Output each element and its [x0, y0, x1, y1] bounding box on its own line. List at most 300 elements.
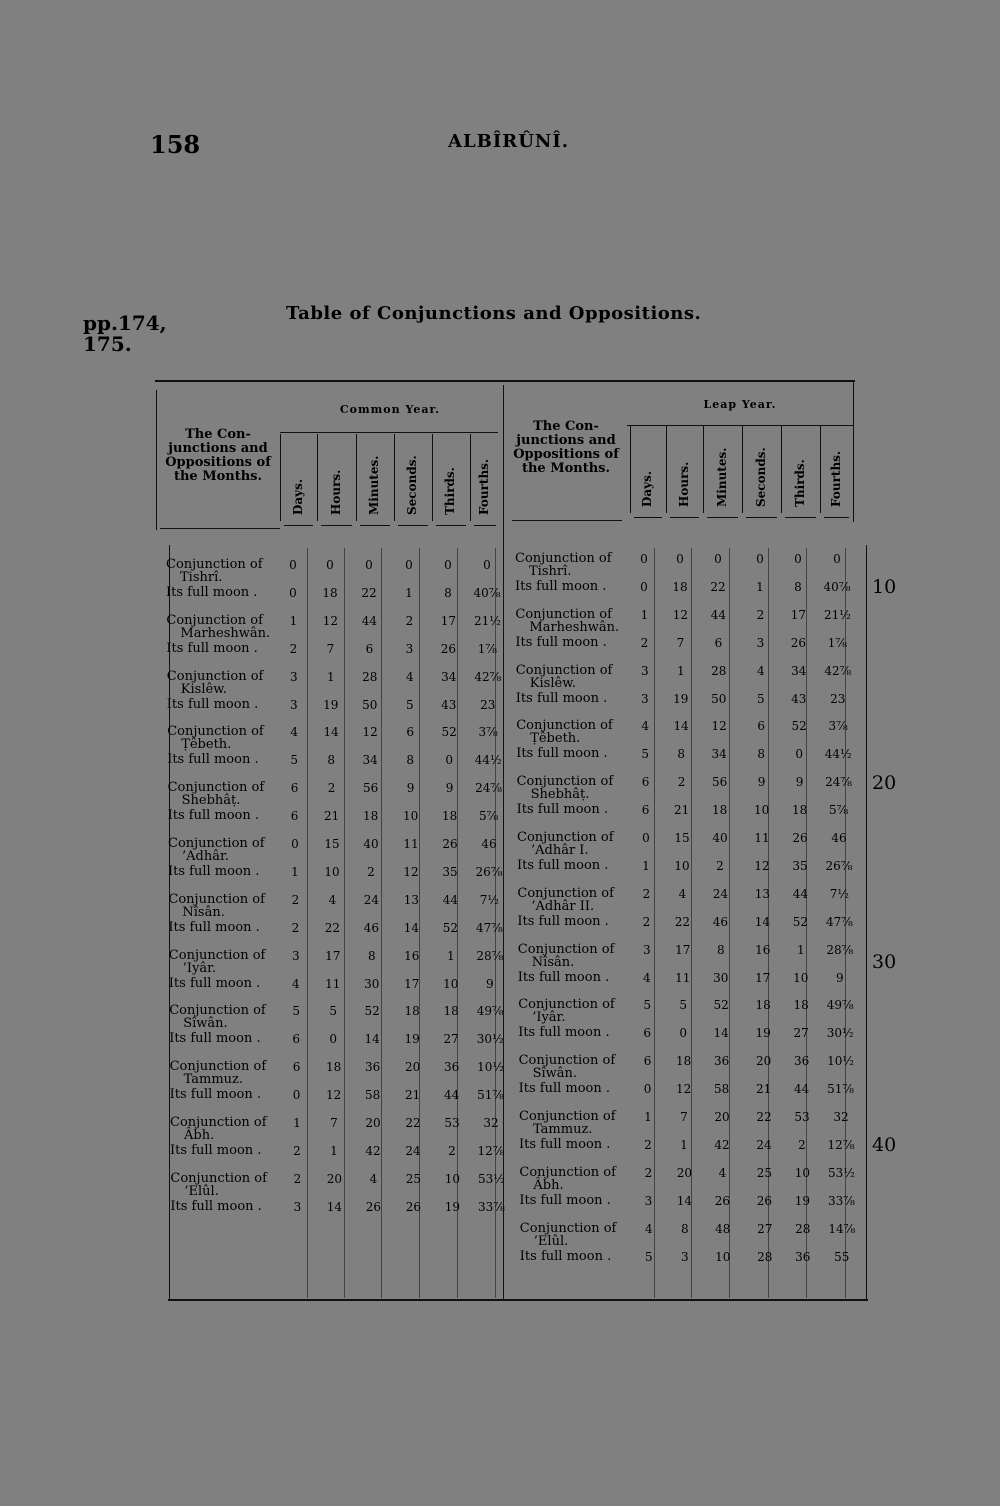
common-cell: 20	[365, 1116, 381, 1130]
common-cell: 13	[403, 892, 420, 907]
leap-row-label-text: Its full moon .	[516, 802, 609, 818]
leap-row-label	[519, 1166, 616, 1192]
leap-cell: 22	[710, 580, 726, 594]
leap-row-month-name: Tishrî.	[529, 564, 572, 579]
leap-cell: 20	[755, 1054, 772, 1069]
margin-reference	[83, 313, 167, 355]
common-cell: 10½	[477, 1060, 505, 1075]
common-cell: 44	[442, 892, 459, 907]
leap-col-header: Thirds.	[792, 459, 807, 507]
leap-cell: 23	[830, 691, 846, 706]
common-row-label-text: Conjunction of	[166, 557, 263, 572]
leap-cell: 47⅞	[825, 914, 853, 929]
leap-row-label-text: Its full moon .	[518, 1081, 611, 1097]
leap-year-heading: Leap Year.	[703, 398, 777, 411]
leap-cell: 3	[756, 635, 765, 650]
leap-cell: 36	[795, 1249, 811, 1264]
leap-col-rule	[634, 517, 662, 518]
leap-col-header: Fourths.	[828, 450, 843, 507]
common-cell: 4	[290, 725, 298, 740]
common-row-label-text: Its full moon .	[170, 1143, 262, 1158]
leap-cell: 11	[675, 970, 691, 985]
common-row-month-name: Tishrî.	[180, 570, 223, 585]
common-cell: 0	[405, 558, 413, 572]
common-cell: 0	[445, 753, 453, 768]
leap-cell: 44	[710, 607, 727, 622]
leap-cell: 6	[643, 1054, 652, 1069]
leap-cell: 8	[757, 747, 765, 762]
common-row-month-name: Ṭêbeth.	[181, 737, 232, 753]
common-col-rule	[398, 525, 428, 526]
leap-cell: 44½	[824, 747, 852, 762]
common-row-label-text: Conjunction of	[170, 1115, 267, 1130]
leap-cell: 3	[680, 1249, 689, 1264]
common-cell: 7	[326, 641, 335, 656]
leap-cell: 7	[680, 1110, 688, 1124]
leap-row-month-name: ’Iyâr.	[532, 1010, 566, 1026]
leap-cell: 12	[675, 1082, 692, 1097]
leap-cell: 0	[714, 552, 722, 566]
common-group-rule	[280, 432, 498, 433]
leap-cell: 18	[711, 803, 728, 818]
leap-cell: 32	[833, 1110, 849, 1124]
common-cell: 24	[405, 1144, 421, 1158]
common-cell: 52	[442, 920, 459, 935]
leap-cell: 3	[640, 691, 649, 706]
leap-col-header: Minutes.	[714, 447, 729, 507]
common-cell: 46	[363, 920, 380, 935]
common-cell: 8	[327, 753, 335, 768]
common-row-label	[168, 809, 259, 822]
common-cell: 58	[364, 1088, 381, 1103]
leap-cell: 48	[715, 1221, 731, 1236]
common-cell: 12⅞	[477, 1144, 505, 1158]
common-row-label	[169, 1032, 260, 1045]
leap-cell: 18	[793, 998, 809, 1013]
common-cell: 28⅞	[476, 948, 504, 963]
common-cell: 30	[364, 976, 380, 991]
leap-cell: 1	[676, 663, 685, 678]
leap-row-label	[519, 1110, 616, 1136]
common-row-label-text: Its full moon .	[166, 585, 258, 600]
leap-cell: 9	[795, 775, 804, 790]
leap-cell: 26	[714, 1193, 731, 1208]
leap-cell: 0	[643, 1082, 652, 1097]
leap-cell: 36	[713, 1054, 730, 1069]
leap-cell: 5	[756, 691, 765, 706]
leap-row-label	[517, 775, 614, 801]
common-cell: 10	[444, 1171, 461, 1186]
leap-row-label-text: Its full moon .	[519, 1192, 611, 1208]
common-row-label	[167, 725, 264, 751]
common-cell: 53	[444, 1116, 460, 1130]
common-cell: 5	[290, 753, 298, 768]
leap-cell: 3	[644, 1193, 653, 1208]
leap-cell: 4	[756, 663, 765, 678]
common-cell: 26	[405, 1199, 422, 1214]
common-cell: 42⅞	[474, 669, 502, 684]
common-cell: 2	[291, 892, 300, 907]
common-col-header: Minutes.	[367, 455, 381, 515]
margin-ref-line-2: 175.	[83, 332, 132, 356]
common-row-label	[170, 1088, 261, 1101]
leap-cell: 10	[753, 803, 770, 818]
leap-cell: 20	[714, 1110, 730, 1124]
common-cell: 1	[405, 586, 413, 600]
common-row-label	[169, 977, 260, 990]
leap-cell: 18	[755, 998, 771, 1013]
leap-cell: 1	[756, 580, 764, 594]
common-row-label	[167, 670, 264, 696]
common-year-heading: Common Year.	[339, 403, 441, 416]
common-row-label	[170, 1172, 267, 1198]
leap-row-label	[515, 636, 606, 649]
leap-cell: 14	[713, 1026, 729, 1041]
leap-cell: 19	[673, 691, 689, 706]
leap-cell: 14	[754, 914, 771, 929]
common-cell: 40⅞	[473, 586, 501, 600]
leap-cell: 4	[642, 970, 651, 985]
leap-col-divider	[703, 426, 704, 513]
common-cell: 26	[365, 1199, 382, 1214]
common-cell: 44½	[474, 753, 502, 768]
common-cell: 12	[325, 1088, 342, 1103]
common-cell: 6	[292, 1032, 300, 1047]
common-row-month-name: Âbh.	[184, 1128, 215, 1143]
common-cell: 6	[292, 1060, 301, 1075]
common-cell: 4	[328, 892, 337, 907]
leap-cell: 3	[640, 663, 649, 678]
leap-cell: 8	[680, 1221, 689, 1236]
leap-cell: 17	[675, 942, 691, 957]
common-cell: 32	[483, 1116, 499, 1130]
leap-cell: 2	[716, 859, 724, 873]
common-cell: 52	[364, 1004, 380, 1019]
common-row-label-text: Conjunction of	[167, 780, 265, 796]
leap-col-divider	[781, 426, 782, 513]
leap-row-label-text: Conjunction of	[518, 997, 615, 1013]
leap-cell: 14⅞	[828, 1221, 856, 1236]
leap-cell: 16	[755, 942, 771, 957]
leap-cell: 35	[792, 859, 808, 873]
leap-cell: 10½	[827, 1054, 855, 1069]
leap-cell: 28	[711, 663, 727, 678]
common-cell: 12	[322, 613, 339, 628]
leap-cell: 34	[711, 747, 727, 762]
leap-cell: 46	[712, 914, 729, 929]
common-col-divider	[356, 434, 357, 521]
header-rule-right	[512, 520, 622, 521]
leap-row-month-name: Kislêw.	[529, 675, 576, 691]
leap-row-label	[519, 1194, 610, 1207]
common-cell: 14	[364, 1032, 380, 1047]
common-cell: 6	[365, 641, 374, 656]
common-cell: 34	[441, 669, 457, 684]
leap-row-label	[519, 1054, 616, 1080]
common-cell: 9	[485, 976, 494, 991]
leap-cell: 2	[642, 886, 651, 901]
common-cell: 53½	[477, 1171, 505, 1186]
leap-cell: 8	[794, 580, 802, 594]
leap-cell: 18	[791, 803, 808, 818]
common-col-header: Days.	[290, 478, 305, 515]
leap-cell: 0	[642, 831, 650, 845]
leap-cell: 2	[644, 1165, 653, 1180]
common-cell: 26	[442, 837, 458, 851]
common-row-label	[170, 1144, 261, 1157]
common-cell: 6	[290, 781, 299, 796]
common-cell: 1	[293, 1116, 301, 1130]
leap-cell: 22	[674, 914, 691, 929]
leap-row-label	[515, 552, 612, 578]
common-row-month-name: Sîwân.	[183, 1016, 228, 1032]
leap-cell: 5	[641, 747, 649, 762]
common-cell: 15	[324, 837, 340, 851]
line-number-30: 30	[872, 951, 897, 973]
leap-cell: 53	[794, 1110, 810, 1124]
common-cell: 30½	[476, 1032, 504, 1047]
leap-cell: 28	[757, 1249, 773, 1264]
leap-cell: 55	[834, 1249, 850, 1264]
common-cell: 3	[289, 697, 298, 712]
common-cell: 21	[323, 809, 340, 824]
leap-row-label	[518, 998, 615, 1024]
common-row-month-name: ’Iyâr.	[182, 960, 217, 976]
leap-row-label-text: Conjunction of	[519, 1109, 616, 1124]
leap-cell: 27	[757, 1221, 773, 1236]
leap-row-label	[518, 1026, 609, 1039]
leap-col-header: Days.	[640, 470, 654, 507]
common-col-header: Thirds.	[443, 467, 457, 515]
leap-row-label	[516, 719, 613, 745]
leap-cell: 24⅞	[825, 775, 853, 790]
common-col-header: Hours.	[328, 469, 343, 515]
leap-row-label	[516, 747, 607, 760]
common-cell: 44	[443, 1088, 460, 1103]
leap-cell: 44	[792, 886, 809, 901]
common-cell: 1	[326, 669, 335, 684]
common-row-month-name: ’Adhâr.	[182, 849, 229, 864]
common-cell: 3	[405, 641, 414, 656]
common-cell: 18	[325, 1060, 342, 1075]
leap-col-rule	[824, 517, 849, 518]
leap-cell: 12	[672, 607, 689, 622]
leap-cell: 18	[672, 580, 688, 594]
leap-cell: 10	[674, 859, 690, 873]
common-cell: 43	[441, 697, 457, 712]
common-col-rule	[474, 525, 496, 526]
leap-cell: 21	[673, 803, 690, 818]
common-cell: 16	[404, 948, 420, 963]
common-cell: 5	[292, 1004, 300, 1019]
common-cell: 50	[362, 697, 378, 712]
common-cell: 0	[291, 837, 299, 851]
common-cell: 18	[441, 809, 458, 824]
leap-row-label-text: Its full moon .	[515, 690, 608, 706]
leap-cell: 18	[675, 1054, 692, 1069]
leap-cell: 27	[793, 1026, 809, 1041]
leap-cell: 0	[756, 552, 764, 566]
common-cell: 28	[362, 669, 378, 684]
common-row-label-text: Conjunction of	[166, 612, 263, 628]
leap-cell: 44	[793, 1082, 810, 1097]
common-cell: 44	[361, 613, 378, 628]
months-header-leap: The Con-junctions and Oppositions of the Months.	[513, 419, 619, 476]
leap-col-divider	[742, 426, 743, 513]
common-cell: 56	[362, 781, 379, 796]
leap-cell: 6	[643, 1026, 651, 1041]
common-cell: 24	[363, 892, 380, 907]
leap-col-header: Hours.	[676, 461, 691, 507]
leap-cell: 30½	[826, 1026, 854, 1041]
common-row-label-text: Its full moon .	[169, 1031, 261, 1047]
leap-cell: 50	[711, 691, 727, 706]
leap-row-month-name: Marheshwân.	[529, 619, 620, 635]
table-top-rule	[155, 380, 855, 382]
common-cell: 0	[365, 558, 373, 572]
leap-cell: 5	[643, 998, 651, 1013]
leap-row-label-text: Conjunction of	[515, 662, 613, 678]
leap-row-label	[516, 692, 607, 705]
common-cell: 8	[444, 586, 452, 600]
leap-cell: 42⅞	[824, 663, 852, 678]
common-row-label-text: Its full moon .	[170, 1198, 262, 1214]
common-row-label-text: Its full moon .	[166, 696, 259, 712]
frame-left	[156, 390, 157, 530]
common-cell: 1	[289, 613, 298, 628]
leap-cell: 56	[711, 775, 728, 790]
leap-row-label-text: Conjunction of	[515, 551, 612, 566]
leap-cell: 1	[680, 1138, 688, 1152]
common-cell: 2	[293, 1171, 302, 1186]
line-number-10: 10	[872, 576, 897, 598]
leap-cell: 14	[676, 1193, 693, 1208]
leap-cell: 52	[713, 998, 729, 1013]
common-cell: 10	[402, 809, 419, 824]
common-cell: 46	[481, 837, 497, 851]
leap-cell: 6	[757, 719, 765, 734]
common-cell: 17	[404, 976, 420, 991]
leap-col-rule	[670, 517, 699, 518]
leap-row-label-text: Its full moon .	[515, 634, 607, 650]
common-row-month-name: Marheshwân.	[180, 625, 271, 641]
common-cell: 36	[364, 1060, 381, 1075]
leap-cell: 15	[674, 831, 690, 845]
common-cell: 8	[367, 948, 376, 963]
leap-cell: 40⅞	[823, 580, 851, 594]
frame-right	[853, 382, 854, 522]
common-cell: 51⅞	[477, 1088, 505, 1103]
leap-cell: 46	[831, 831, 847, 845]
leap-cell: 34	[791, 663, 807, 678]
leap-row-label	[519, 1138, 610, 1151]
leap-cell: 2	[798, 1138, 806, 1152]
common-cell: 7	[330, 1116, 338, 1130]
common-cell: 4	[369, 1171, 378, 1186]
common-cell: 36	[443, 1060, 460, 1075]
common-row-month-name: Tammuz.	[183, 1072, 244, 1088]
leap-cell: 6	[641, 803, 650, 818]
leap-cell: 1	[644, 1110, 652, 1124]
leap-cell: 0	[676, 552, 684, 566]
leap-cell: 0	[833, 552, 841, 566]
leap-cell: 10	[793, 970, 809, 985]
leap-row-label	[517, 859, 608, 872]
leap-cell: 53½	[827, 1165, 855, 1180]
leap-cell: 0	[640, 552, 648, 566]
leap-row-label-text: Conjunction of	[516, 774, 614, 790]
leap-cell: 19	[755, 1026, 771, 1041]
common-cell: 21	[404, 1088, 421, 1103]
common-cell: 3	[293, 1199, 302, 1214]
leap-row-label	[515, 580, 606, 593]
leap-cell: 4	[644, 1221, 653, 1236]
common-cell: 18	[404, 1004, 420, 1019]
leap-cell: 24	[712, 886, 729, 901]
common-row-label	[169, 949, 266, 975]
common-cell: 49⅞	[476, 1004, 504, 1019]
common-row-label	[168, 781, 265, 807]
leap-cell: 25	[756, 1165, 773, 1180]
leap-cell: 2	[677, 775, 686, 790]
leap-cell: 4	[718, 1165, 727, 1180]
common-cell: 18	[322, 586, 338, 600]
leap-row-label-text: Conjunction of	[516, 718, 613, 734]
leap-cell: 4	[641, 719, 649, 734]
common-cell: 0	[483, 558, 491, 572]
common-cell: 19	[444, 1199, 461, 1214]
common-cell: 5	[329, 1004, 337, 1019]
common-cell: 34	[362, 753, 378, 768]
common-cell: 20	[326, 1171, 343, 1186]
common-cell: 42	[365, 1144, 381, 1158]
common-row-label-text: Conjunction of	[169, 1059, 267, 1075]
leap-cell: 12	[754, 859, 770, 873]
common-row-label	[170, 1060, 267, 1086]
common-row-label	[168, 837, 265, 863]
leap-cell: 43	[791, 691, 807, 706]
common-row-label-text: Its full moon .	[168, 919, 260, 935]
leap-cell: 9	[757, 775, 766, 790]
common-row-label	[166, 558, 263, 584]
leap-row-label	[515, 608, 619, 634]
leap-cell: 5	[644, 1249, 653, 1264]
common-cell: 0	[326, 558, 334, 572]
common-cell: 3⅞	[478, 725, 498, 740]
common-cell: 0	[289, 558, 297, 572]
leap-cell: 20	[676, 1165, 693, 1180]
leap-cell: 2	[756, 607, 765, 622]
leap-row-label	[520, 1250, 611, 1263]
leap-cell: 1	[640, 607, 649, 622]
leap-row-month-name: ’Adhâr II.	[531, 898, 595, 914]
leap-row-label-text: Its full moon .	[517, 858, 609, 873]
header-rule-left	[160, 528, 280, 529]
leap-cell: 4	[678, 886, 687, 901]
common-row-month-name: Nîsân.	[182, 904, 225, 920]
leap-cell: 6	[714, 635, 723, 650]
common-row-label-text: Conjunction of	[166, 668, 264, 684]
leap-row-month-name: ’Elûl.	[533, 1233, 569, 1249]
leap-row-month-name: Sîwân.	[532, 1066, 578, 1082]
leap-row-label-text: Its full moon .	[515, 579, 607, 594]
months-header-common: The Con-junctions and Oppositions of the Months.	[165, 427, 271, 484]
leap-row-month-name: Ṭêbeth.	[530, 731, 581, 747]
common-col-divider	[432, 434, 433, 521]
common-cell: 2	[405, 613, 414, 628]
common-row-month-name: Kislêw.	[180, 681, 227, 697]
leap-cell: 12⅞	[827, 1138, 855, 1152]
